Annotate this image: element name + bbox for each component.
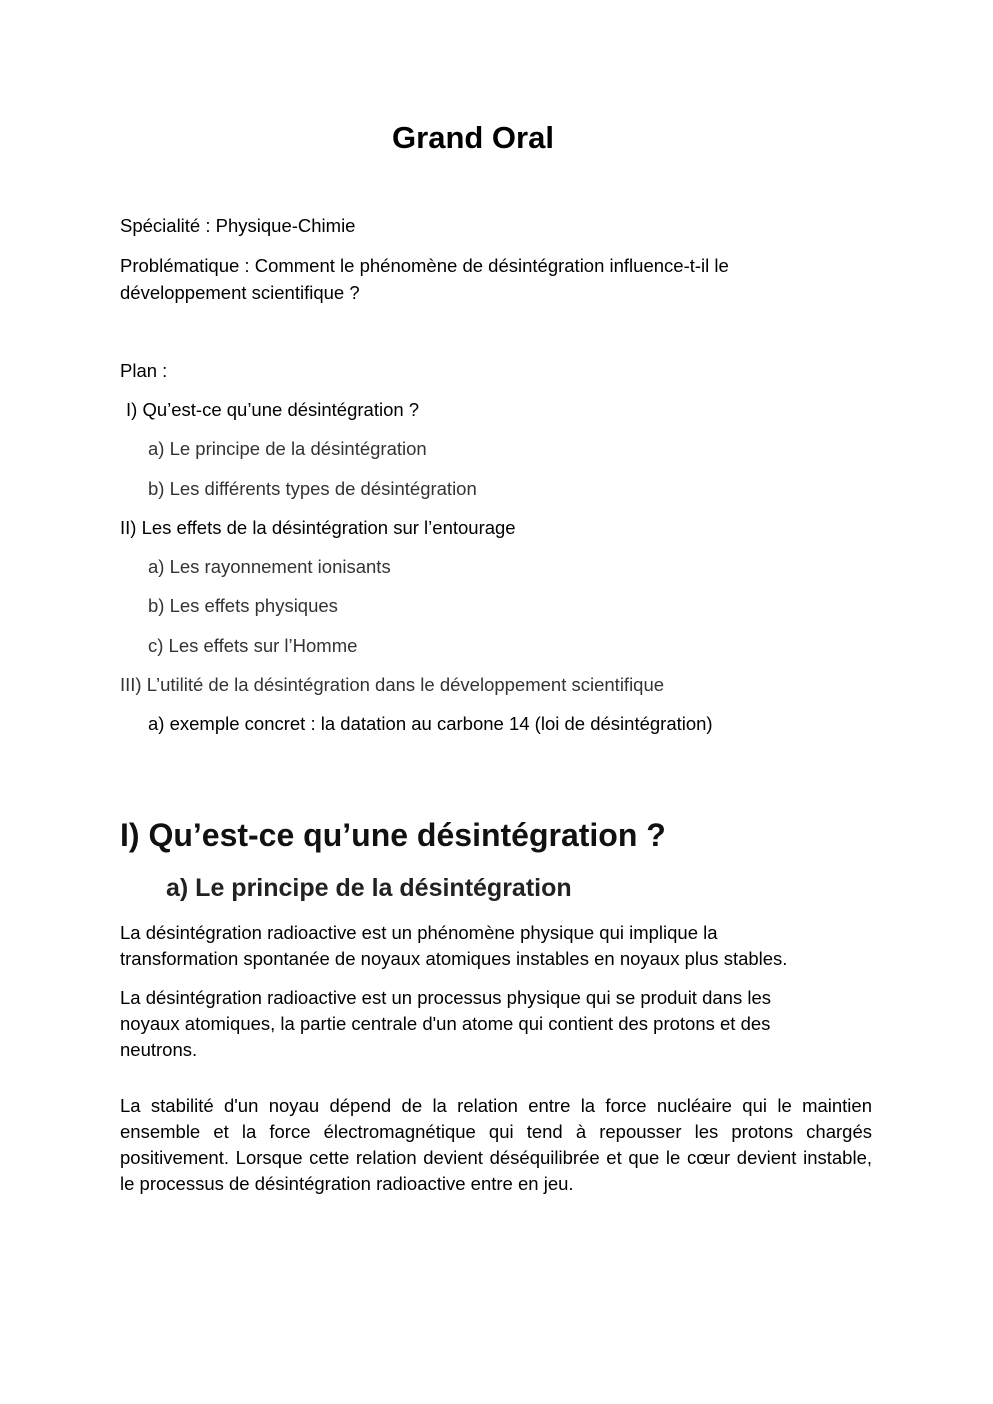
plan-item: a) exemple concret : la datation au carbone 14 (loi de désintégration) — [148, 713, 713, 734]
plan-item: a) Les rayonnement ionisants — [148, 556, 391, 577]
paragraph-2-line-2: noyaux atomiques, la partie centrale d'un atome qui contient des protons et des — [120, 1013, 771, 1034]
plan-item: a) Le principe de la désintégration — [148, 438, 427, 459]
paragraph-1-line-1: La désintégration radioactive est un phénomène physique qui implique la — [120, 922, 718, 943]
paragraph-2-line-1: La désintégration radioactive est un processus physique qui se produit dans les — [120, 987, 771, 1008]
document-title: Grand Oral — [392, 120, 554, 155]
problematique-line-1: Problématique : Comment le phénomène de désintégration influence-t-il le — [120, 255, 729, 276]
plan-item: I) Qu’est-ce qu’une désintégration ? — [126, 399, 420, 420]
paragraph-2-line-3: neutrons. — [120, 1039, 198, 1060]
plan-item: b) Les effets physiques — [148, 595, 338, 616]
paragraph-1-line-2: transformation spontanée de noyaux atomiques instables en noyaux plus stables. — [120, 948, 788, 969]
plan-label: Plan : — [120, 360, 168, 381]
plan-item: III) L’utilité de la désintégration dans le développement scientifique — [120, 674, 665, 695]
plan-item: c) Les effets sur l’Homme — [148, 635, 358, 656]
plan-item: II) Les effets de la désintégration sur l’entourage — [120, 517, 516, 538]
section-heading: I) Qu’est-ce qu’une désintégration ? — [120, 817, 666, 853]
section-subheading: a) Le principe de la désintégration — [166, 874, 572, 902]
specialite-line: Spécialité : Physique-Chimie — [120, 215, 356, 236]
problematique-line-2: développement scientifique ? — [120, 282, 360, 303]
paragraph-3: La stabilité d'un noyau dépend de la relation entre la force nucléaire qui le maintien ensemble et la force électromagnétique qui tend à repousser les protons chargés positivement. Lorsque cette relation devient déséquilibrée et que le cœur devient instable, le processus de désintégration radioactive entre en jeu. — [120, 1095, 872, 1194]
plan-item: b) Les différents types de désintégration — [148, 478, 477, 499]
